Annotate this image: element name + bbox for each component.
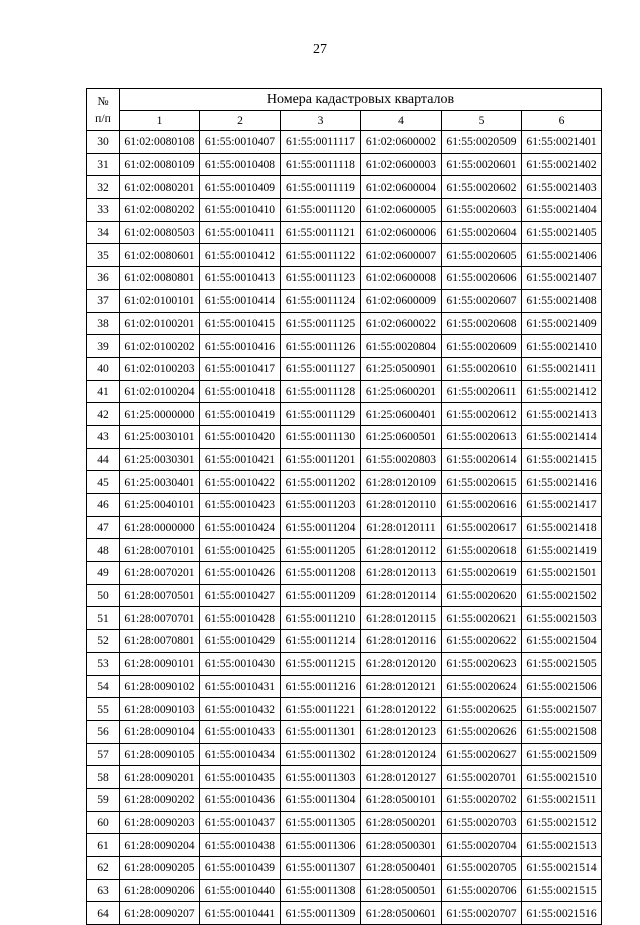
cadastral-number-cell: 61:02:0100204 — [120, 380, 200, 403]
cadastral-number-cell: 61:55:0011205 — [281, 539, 361, 562]
cadastral-number-cell: 61:55:0021516 — [522, 902, 602, 925]
cadastral-number-cell: 61:02:0600006 — [361, 221, 442, 244]
group-header: Номера кадастровых кварталов — [120, 89, 602, 111]
cadastral-number-cell: 61:55:0010436 — [200, 788, 281, 811]
row-number-cell: 34 — [87, 221, 120, 244]
cadastral-number-cell: 61:28:0090207 — [120, 902, 200, 925]
row-number-header-line2: п/п — [95, 111, 111, 125]
table-row — [87, 267, 602, 290]
cadastral-number-cell: 61:55:0011203 — [281, 494, 361, 517]
cadastral-number-cell: 61:55:0011306 — [281, 834, 361, 857]
table-row — [87, 289, 602, 312]
row-number-cell: 32 — [87, 176, 120, 199]
cadastral-number-cell: 61:28:0120127 — [361, 766, 442, 789]
cadastral-number-cell: 61:28:0090203 — [120, 811, 200, 834]
cadastral-number-cell: 61:02:0080109 — [120, 153, 200, 176]
cadastral-number-cell: 61:28:0090202 — [120, 788, 200, 811]
cadastral-number-cell: 61:55:0010417 — [200, 357, 281, 380]
table-row — [87, 562, 602, 585]
cadastral-number-cell: 61:55:0021511 — [522, 788, 602, 811]
cadastral-number-cell: 61:55:0021413 — [522, 403, 602, 426]
column-header: 4 — [361, 111, 442, 131]
table-body — [87, 131, 602, 925]
cadastral-number-cell: 61:55:0021405 — [522, 221, 602, 244]
row-number-header-line1: № — [97, 94, 109, 108]
cadastral-number-cell: 61:55:0020611 — [442, 380, 522, 403]
cadastral-number-cell: 61:55:0021503 — [522, 607, 602, 630]
cadastral-number-cell: 61:55:0011130 — [281, 425, 361, 448]
cadastral-number-cell: 61:55:0010415 — [200, 312, 281, 335]
cadastral-number-cell: 61:55:0021404 — [522, 199, 602, 222]
row-number-cell: 41 — [87, 380, 120, 403]
column-header: 2 — [200, 111, 281, 131]
cadastral-number-cell: 61:55:0021409 — [522, 312, 602, 335]
row-number-cell: 39 — [87, 335, 120, 358]
cadastral-number-cell: 61:28:0070801 — [120, 630, 200, 653]
cadastral-number-cell: 61:55:0010424 — [200, 516, 281, 539]
cadastral-number-cell: 61:28:0500301 — [361, 834, 442, 857]
cadastral-number-cell: 61:25:0500901 — [361, 357, 442, 380]
table-row — [87, 834, 602, 857]
cadastral-number-cell: 61:28:0070701 — [120, 607, 200, 630]
cadastral-number-cell: 61:55:0010419 — [200, 403, 281, 426]
table-row — [87, 607, 602, 630]
cadastral-number-cell: 61:28:0500401 — [361, 857, 442, 880]
cadastral-number-cell: 61:55:0020702 — [442, 788, 522, 811]
cadastral-number-cell: 61:55:0010423 — [200, 494, 281, 517]
table-row — [87, 516, 602, 539]
cadastral-number-cell: 61:28:0120110 — [361, 494, 442, 517]
row-number-cell: 46 — [87, 494, 120, 517]
cadastral-number-cell: 61:55:0011122 — [281, 244, 361, 267]
cadastral-number-cell: 61:55:0020609 — [442, 335, 522, 358]
row-number-cell: 40 — [87, 357, 120, 380]
row-number-cell: 51 — [87, 607, 120, 630]
row-number-cell: 60 — [87, 811, 120, 834]
row-number-cell: 58 — [87, 766, 120, 789]
cadastral-number-cell: 61:25:0600501 — [361, 425, 442, 448]
row-number-cell: 36 — [87, 267, 120, 290]
cadastral-number-cell: 61:28:0500201 — [361, 811, 442, 834]
cadastral-number-cell: 61:55:0020619 — [442, 562, 522, 585]
cadastral-number-cell: 61:28:0070101 — [120, 539, 200, 562]
cadastral-number-cell: 61:55:0011118 — [281, 153, 361, 176]
table-row — [87, 221, 602, 244]
cadastral-number-cell: 61:55:0021410 — [522, 335, 602, 358]
table-row — [87, 494, 602, 517]
cadastral-number-cell: 61:28:0120114 — [361, 584, 442, 607]
cadastral-number-cell: 61:28:0070501 — [120, 584, 200, 607]
cadastral-number-cell: 61:55:0011123 — [281, 267, 361, 290]
cadastral-number-cell: 61:55:0011304 — [281, 788, 361, 811]
cadastral-number-cell: 61:55:0011120 — [281, 199, 361, 222]
table-row — [87, 879, 602, 902]
cadastral-number-cell: 61:55:0010438 — [200, 834, 281, 857]
cadastral-number-cell: 61:02:0100203 — [120, 357, 200, 380]
cadastral-number-cell: 61:02:0080108 — [120, 131, 200, 154]
cadastral-number-cell: 61:55:0020602 — [442, 176, 522, 199]
table-row — [87, 720, 602, 743]
cadastral-number-cell: 61:25:0600201 — [361, 380, 442, 403]
cadastral-number-cell: 61:55:0010420 — [200, 425, 281, 448]
cadastral-number-cell: 61:55:0020706 — [442, 879, 522, 902]
cadastral-number-cell: 61:02:0080601 — [120, 244, 200, 267]
cadastral-number-cell: 61:55:0021514 — [522, 857, 602, 880]
cadastral-number-cell: 61:55:0021506 — [522, 675, 602, 698]
table-row — [87, 380, 602, 403]
cadastral-number-cell: 61:55:0021402 — [522, 153, 602, 176]
cadastral-number-cell: 61:55:0020613 — [442, 425, 522, 448]
cadastral-number-cell: 61:02:0100202 — [120, 335, 200, 358]
table-row — [87, 652, 602, 675]
cadastral-number-cell: 61:25:0600401 — [361, 403, 442, 426]
cadastral-number-cell: 61:55:0010429 — [200, 630, 281, 653]
cadastral-number-cell: 61:28:0090101 — [120, 652, 200, 675]
row-number-cell: 55 — [87, 698, 120, 721]
cadastral-number-cell: 61:55:0011201 — [281, 448, 361, 471]
cadastral-number-cell: 61:55:0021406 — [522, 244, 602, 267]
row-number-cell: 61 — [87, 834, 120, 857]
cadastral-number-cell: 61:55:0010431 — [200, 675, 281, 698]
table-row — [87, 539, 602, 562]
table-row — [87, 584, 602, 607]
row-number-cell: 42 — [87, 403, 120, 426]
cadastral-number-cell: 61:55:0021401 — [522, 131, 602, 154]
cadastral-number-cell: 61:55:0011208 — [281, 562, 361, 585]
cadastral-number-cell: 61:02:0100201 — [120, 312, 200, 335]
cadastral-number-cell: 61:55:0020509 — [442, 131, 522, 154]
cadastral-number-cell: 61:55:0010410 — [200, 199, 281, 222]
cadastral-number-cell: 61:55:0021508 — [522, 720, 602, 743]
cadastral-number-cell: 61:55:0011307 — [281, 857, 361, 880]
cadastral-number-cell: 61:55:0011124 — [281, 289, 361, 312]
cadastral-number-cell: 61:55:0020616 — [442, 494, 522, 517]
cadastral-number-cell: 61:55:0020601 — [442, 153, 522, 176]
cadastral-number-cell: 61:55:0021501 — [522, 562, 602, 585]
cadastral-number-cell: 61:55:0010413 — [200, 267, 281, 290]
row-number-cell: 45 — [87, 471, 120, 494]
cadastral-number-cell: 61:02:0100101 — [120, 289, 200, 312]
cadastral-number-cell: 61:02:0080201 — [120, 176, 200, 199]
cadastral-number-cell: 61:55:0020622 — [442, 630, 522, 653]
cadastral-quarters-table — [86, 88, 602, 925]
row-number-cell: 53 — [87, 652, 120, 675]
cadastral-number-cell: 61:55:0010428 — [200, 607, 281, 630]
cadastral-number-cell: 61:55:0020610 — [442, 357, 522, 380]
cadastral-number-cell: 61:55:0010411 — [200, 221, 281, 244]
cadastral-number-cell: 61:55:0011121 — [281, 221, 361, 244]
cadastral-number-cell: 61:28:0000000 — [120, 516, 200, 539]
cadastral-number-cell: 61:55:0020704 — [442, 834, 522, 857]
cadastral-number-cell: 61:28:0090204 — [120, 834, 200, 857]
cadastral-number-cell: 61:55:0011210 — [281, 607, 361, 630]
cadastral-number-cell: 61:55:0021414 — [522, 425, 602, 448]
table-row — [87, 357, 602, 380]
cadastral-number-cell: 61:55:0021509 — [522, 743, 602, 766]
table-row — [87, 176, 602, 199]
table-row — [87, 244, 602, 267]
table-row — [87, 766, 602, 789]
cadastral-number-cell: 61:55:0010435 — [200, 766, 281, 789]
cadastral-number-cell: 61:55:0021408 — [522, 289, 602, 312]
column-header: 1 — [120, 111, 200, 131]
cadastral-number-cell: 61:55:0021502 — [522, 584, 602, 607]
cadastral-number-cell: 61:28:0120124 — [361, 743, 442, 766]
cadastral-number-cell: 61:28:0120112 — [361, 539, 442, 562]
cadastral-number-cell: 61:55:0020804 — [361, 335, 442, 358]
cadastral-number-cell: 61:55:0021510 — [522, 766, 602, 789]
cadastral-number-cell: 61:28:0090104 — [120, 720, 200, 743]
cadastral-number-cell: 61:55:0011221 — [281, 698, 361, 721]
cadastral-number-cell: 61:55:0021403 — [522, 176, 602, 199]
cadastral-number-cell: 61:55:0020614 — [442, 448, 522, 471]
cadastral-number-cell: 61:55:0020625 — [442, 698, 522, 721]
cadastral-number-cell: 61:55:0020606 — [442, 267, 522, 290]
table-row — [87, 902, 602, 925]
cadastral-number-cell: 61:55:0010412 — [200, 244, 281, 267]
cadastral-number-cell: 61:55:0020620 — [442, 584, 522, 607]
cadastral-number-cell: 61:55:0011301 — [281, 720, 361, 743]
cadastral-number-cell: 61:55:0021412 — [522, 380, 602, 403]
row-number-cell: 50 — [87, 584, 120, 607]
table-row — [87, 425, 602, 448]
cadastral-number-cell: 61:28:0090205 — [120, 857, 200, 880]
cadastral-number-cell: 61:02:0080801 — [120, 267, 200, 290]
cadastral-number-cell: 61:28:0090206 — [120, 879, 200, 902]
row-number-header — [87, 89, 120, 131]
row-number-cell: 35 — [87, 244, 120, 267]
table-row — [87, 448, 602, 471]
cadastral-number-cell: 61:55:0020701 — [442, 766, 522, 789]
cadastral-number-cell: 61:28:0120121 — [361, 675, 442, 698]
cadastral-number-cell: 61:55:0020624 — [442, 675, 522, 698]
cadastral-number-cell: 61:55:0021513 — [522, 834, 602, 857]
cadastral-number-cell: 61:28:0120109 — [361, 471, 442, 494]
cadastral-number-cell: 61:28:0120122 — [361, 698, 442, 721]
cadastral-number-cell: 61:55:0010409 — [200, 176, 281, 199]
cadastral-number-cell: 61:55:0021507 — [522, 698, 602, 721]
cadastral-number-cell: 61:55:0011209 — [281, 584, 361, 607]
cadastral-number-cell: 61:55:0020626 — [442, 720, 522, 743]
table-row — [87, 698, 602, 721]
cadastral-number-cell: 61:55:0020618 — [442, 539, 522, 562]
row-number-cell: 44 — [87, 448, 120, 471]
cadastral-number-cell: 61:55:0011305 — [281, 811, 361, 834]
cadastral-number-cell: 61:28:0500501 — [361, 879, 442, 902]
cadastral-number-cell: 61:55:0010437 — [200, 811, 281, 834]
page-number: 27 — [313, 42, 327, 57]
cadastral-number-cell: 61:55:0011303 — [281, 766, 361, 789]
cadastral-number-cell: 61:55:0021504 — [522, 630, 602, 653]
row-number-cell: 62 — [87, 857, 120, 880]
cadastral-number-cell: 61:55:0011125 — [281, 312, 361, 335]
cadastral-number-cell: 61:25:0000000 — [120, 403, 200, 426]
cadastral-number-cell: 61:55:0010421 — [200, 448, 281, 471]
row-number-cell: 52 — [87, 630, 120, 653]
cadastral-number-cell: 61:55:0010427 — [200, 584, 281, 607]
cadastral-number-cell: 61:28:0120120 — [361, 652, 442, 675]
cadastral-number-cell: 61:55:0011216 — [281, 675, 361, 698]
cadastral-number-cell: 61:55:0010433 — [200, 720, 281, 743]
table-row — [87, 857, 602, 880]
column-header: 3 — [281, 111, 361, 131]
cadastral-number-cell: 61:55:0010425 — [200, 539, 281, 562]
row-number-cell: 38 — [87, 312, 120, 335]
table-row — [87, 788, 602, 811]
cadastral-number-cell: 61:02:0080503 — [120, 221, 200, 244]
cadastral-number-cell: 61:28:0090105 — [120, 743, 200, 766]
cadastral-number-cell: 61:55:0010426 — [200, 562, 281, 585]
cadastral-number-cell: 61:02:0080202 — [120, 199, 200, 222]
cadastral-number-cell: 61:55:0021415 — [522, 448, 602, 471]
cadastral-number-cell: 61:55:0020623 — [442, 652, 522, 675]
column-header: 5 — [442, 111, 522, 131]
row-number-cell: 48 — [87, 539, 120, 562]
table-row — [87, 471, 602, 494]
cadastral-number-cell: 61:55:0010434 — [200, 743, 281, 766]
table-row — [87, 131, 602, 154]
cadastral-number-cell: 61:55:0011202 — [281, 471, 361, 494]
cadastral-number-cell: 61:55:0021515 — [522, 879, 602, 902]
cadastral-number-cell: 61:02:0600008 — [361, 267, 442, 290]
table-row — [87, 153, 602, 176]
cadastral-number-cell: 61:55:0011129 — [281, 403, 361, 426]
row-number-cell: 47 — [87, 516, 120, 539]
cadastral-number-cell: 61:55:0020703 — [442, 811, 522, 834]
cadastral-number-cell: 61:02:0600004 — [361, 176, 442, 199]
table-row — [87, 199, 602, 222]
cadastral-number-cell: 61:55:0010418 — [200, 380, 281, 403]
cadastral-number-cell: 61:55:0010439 — [200, 857, 281, 880]
cadastral-number-cell: 61:28:0070201 — [120, 562, 200, 585]
cadastral-number-cell: 61:55:0020605 — [442, 244, 522, 267]
cadastral-number-cell: 61:28:0120113 — [361, 562, 442, 585]
table-row — [87, 675, 602, 698]
cadastral-number-cell: 61:55:0011126 — [281, 335, 361, 358]
cadastral-number-cell: 61:55:0010430 — [200, 652, 281, 675]
table-row — [87, 743, 602, 766]
row-number-cell: 49 — [87, 562, 120, 585]
cadastral-number-cell: 61:28:0500601 — [361, 902, 442, 925]
cadastral-number-cell: 61:55:0020707 — [442, 902, 522, 925]
cadastral-number-cell: 61:55:0020603 — [442, 199, 522, 222]
table-row — [87, 630, 602, 653]
cadastral-number-cell: 61:25:0040101 — [120, 494, 200, 517]
cadastral-number-cell: 61:55:0020607 — [442, 289, 522, 312]
table-row — [87, 403, 602, 426]
cadastral-number-cell: 61:55:0020612 — [442, 403, 522, 426]
cadastral-number-cell: 61:55:0010432 — [200, 698, 281, 721]
cadastral-number-cell: 61:02:0600002 — [361, 131, 442, 154]
row-number-cell: 63 — [87, 879, 120, 902]
cadastral-number-cell: 61:28:0120116 — [361, 630, 442, 653]
row-number-cell: 33 — [87, 199, 120, 222]
cadastral-number-cell: 61:28:0090102 — [120, 675, 200, 698]
cadastral-number-cell: 61:55:0021407 — [522, 267, 602, 290]
cadastral-number-cell: 61:55:0020803 — [361, 448, 442, 471]
cadastral-number-cell: 61:55:0021419 — [522, 539, 602, 562]
cadastral-number-cell: 61:55:0011302 — [281, 743, 361, 766]
cadastral-number-cell: 61:55:0021411 — [522, 357, 602, 380]
row-number-cell: 31 — [87, 153, 120, 176]
row-number-cell: 56 — [87, 720, 120, 743]
cadastral-number-cell: 61:55:0010408 — [200, 153, 281, 176]
cadastral-number-cell: 61:55:0010441 — [200, 902, 281, 925]
cadastral-number-cell: 61:02:0600022 — [361, 312, 442, 335]
cadastral-number-cell: 61:55:0020621 — [442, 607, 522, 630]
cadastral-number-cell: 61:55:0011215 — [281, 652, 361, 675]
cadastral-number-cell: 61:55:0011119 — [281, 176, 361, 199]
cadastral-number-cell: 61:02:0600009 — [361, 289, 442, 312]
cadastral-number-cell: 61:55:0010422 — [200, 471, 281, 494]
cadastral-number-cell: 61:25:0030401 — [120, 471, 200, 494]
cadastral-number-cell: 61:55:0011309 — [281, 902, 361, 925]
cadastral-number-cell: 61:02:0600007 — [361, 244, 442, 267]
cadastral-number-cell: 61:55:0021512 — [522, 811, 602, 834]
cadastral-number-cell: 61:55:0011308 — [281, 879, 361, 902]
row-number-cell: 57 — [87, 743, 120, 766]
cadastral-number-cell: 61:02:0600003 — [361, 153, 442, 176]
cadastral-number-cell: 61:28:0090201 — [120, 766, 200, 789]
cadastral-number-cell: 61:02:0600005 — [361, 199, 442, 222]
cadastral-number-cell: 61:55:0021505 — [522, 652, 602, 675]
cadastral-number-cell: 61:55:0020604 — [442, 221, 522, 244]
cadastral-number-cell: 61:55:0020627 — [442, 743, 522, 766]
cadastral-number-cell: 61:28:0120123 — [361, 720, 442, 743]
cadastral-number-cell: 61:55:0010414 — [200, 289, 281, 312]
cadastral-number-cell: 61:55:0011214 — [281, 630, 361, 653]
column-header: 6 — [522, 111, 602, 131]
cadastral-number-cell: 61:25:0030301 — [120, 448, 200, 471]
cadastral-number-cell: 61:55:0020705 — [442, 857, 522, 880]
cadastral-number-cell: 61:55:0011117 — [281, 131, 361, 154]
cadastral-number-cell: 61:55:0020615 — [442, 471, 522, 494]
cadastral-number-cell: 61:55:0021418 — [522, 516, 602, 539]
cadastral-number-cell: 61:55:0010440 — [200, 879, 281, 902]
cadastral-number-cell: 61:55:0011128 — [281, 380, 361, 403]
cadastral-number-cell: 61:55:0020608 — [442, 312, 522, 335]
row-number-cell: 54 — [87, 675, 120, 698]
cadastral-number-cell: 61:55:0010416 — [200, 335, 281, 358]
cadastral-number-cell: 61:28:0120111 — [361, 516, 442, 539]
cadastral-number-cell: 61:25:0030101 — [120, 425, 200, 448]
cadastral-number-cell: 61:55:0021417 — [522, 494, 602, 517]
row-number-cell: 59 — [87, 788, 120, 811]
table-row — [87, 811, 602, 834]
row-number-cell: 30 — [87, 131, 120, 154]
table-row — [87, 335, 602, 358]
row-number-cell: 43 — [87, 425, 120, 448]
table-row — [87, 312, 602, 335]
cadastral-number-cell: 61:55:0010407 — [200, 131, 281, 154]
row-number-cell: 37 — [87, 289, 120, 312]
cadastral-number-cell: 61:28:0500101 — [361, 788, 442, 811]
row-number-cell: 64 — [87, 902, 120, 925]
cadastral-number-cell: 61:28:0120115 — [361, 607, 442, 630]
cadastral-number-cell: 61:55:0011127 — [281, 357, 361, 380]
cadastral-number-cell: 61:55:0020617 — [442, 516, 522, 539]
cadastral-number-cell: 61:55:0021416 — [522, 471, 602, 494]
cadastral-number-cell: 61:28:0090103 — [120, 698, 200, 721]
cadastral-number-cell: 61:55:0011204 — [281, 516, 361, 539]
